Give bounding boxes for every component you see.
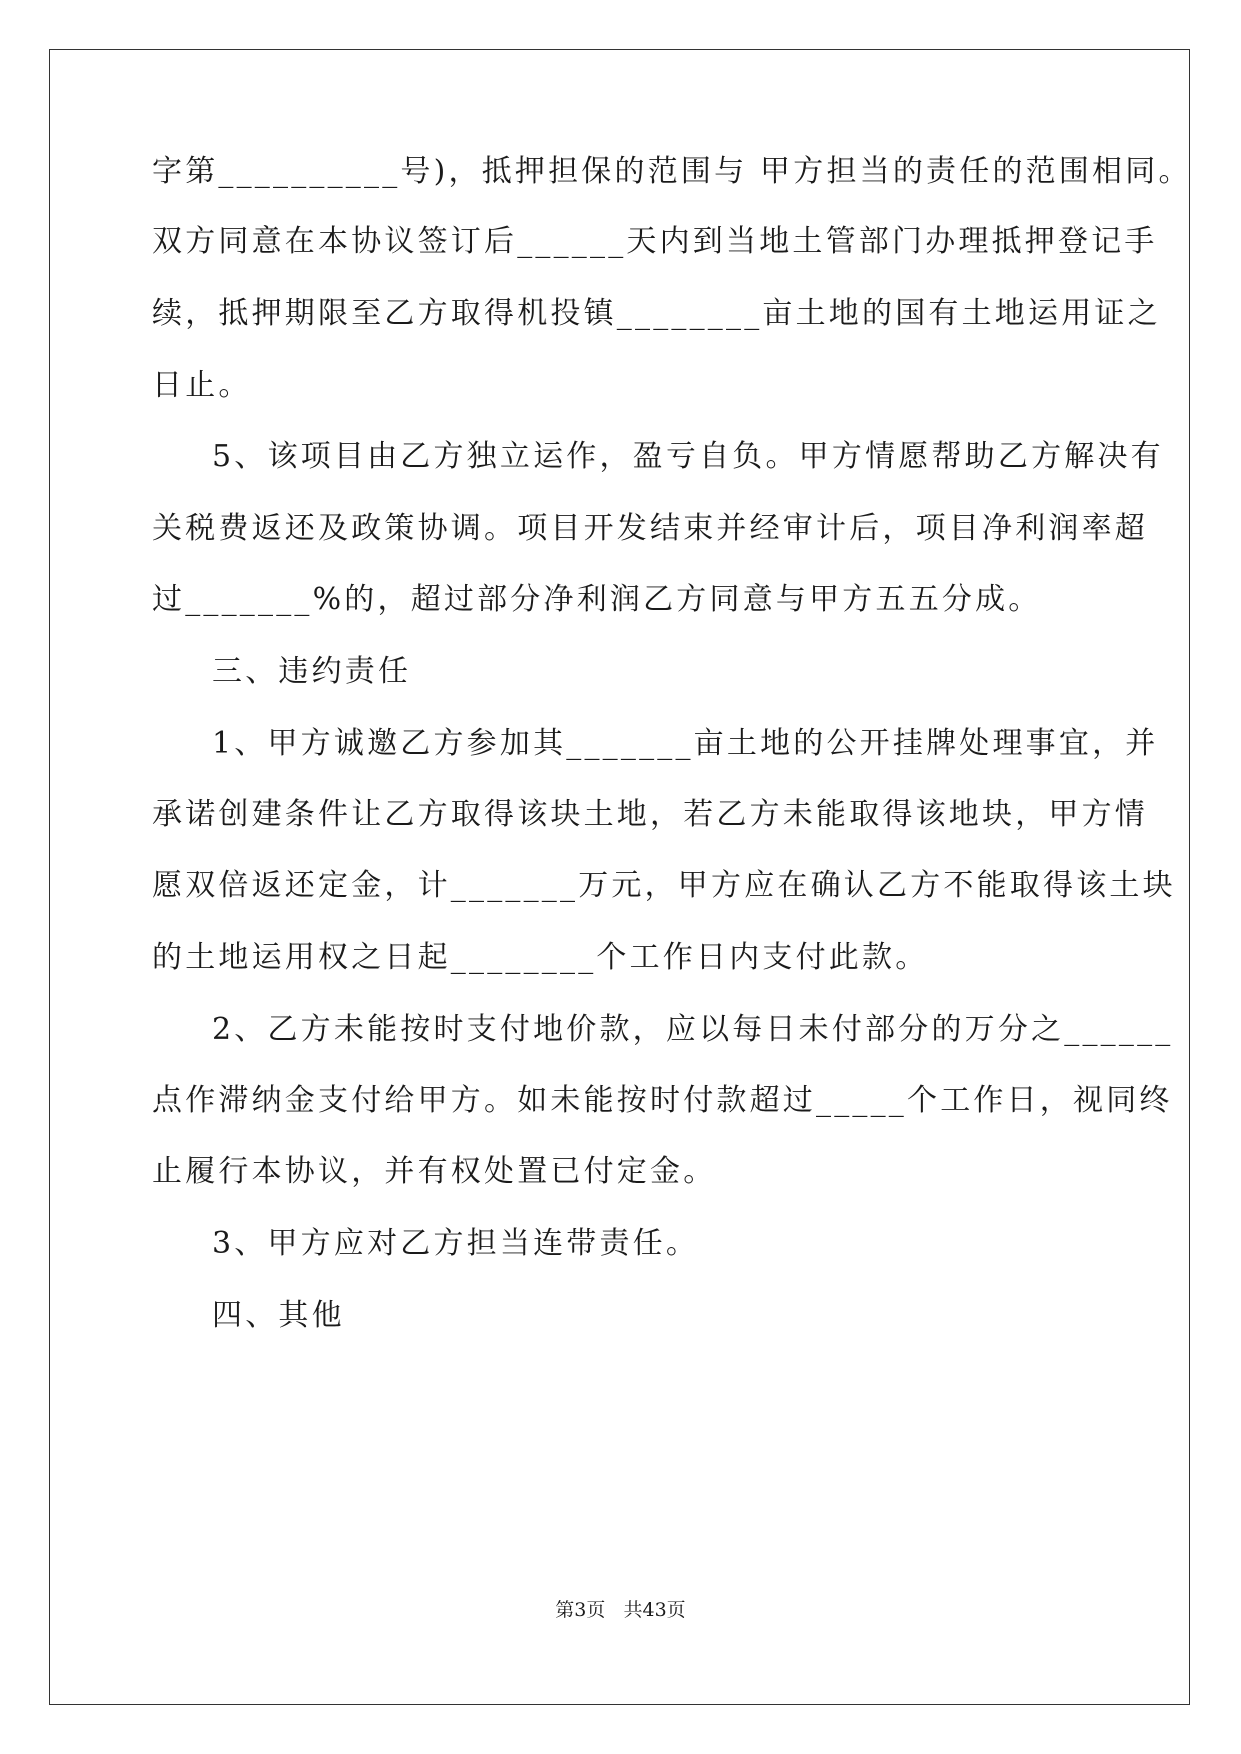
- text-line: 双方同意在本协议签订后______天内到当地土管部门办理抵押登记手: [152, 224, 1158, 259]
- text-line: 的土地运用权之日起________个工作日内支付此款。: [152, 940, 929, 975]
- section-heading: 四、其他: [212, 1298, 345, 1333]
- paragraph-line: 5、该项目由乙方独立运作，盈亏自负。甲方情愿帮助乙方解决有: [212, 439, 1164, 474]
- section-heading: 三、违约责任: [212, 654, 412, 689]
- paragraph-line: 3、甲方应对乙方担当连带责任。: [212, 1226, 700, 1261]
- text-line: 字第__________号)，抵押担保的范围与 甲方担当的责任的范围相同。: [152, 154, 1192, 189]
- text-line: 愿双倍返还定金，计_______万元，甲方应在确认乙方不能取得该土块: [152, 868, 1176, 903]
- text-line: 止履行本协议，并有权处置已付定金。: [152, 1154, 717, 1189]
- text-line: 承诺创建条件让乙方取得该块土地，若乙方未能取得该地块，甲方情: [152, 797, 1148, 832]
- text-line: 过_______%的，超过部分净利润乙方同意与甲方五五分成。: [152, 582, 1042, 617]
- text-line: 关税费返还及政策协调。项目开发结束并经审计后，项目净利润率超: [152, 511, 1148, 546]
- text-line: 续，抵押期限至乙方取得机投镇________亩土地的国有土地运用证之: [152, 296, 1161, 331]
- text-line: 日止。: [152, 368, 252, 403]
- text-line: 点作滞纳金支付给甲方。如未能按时付款超过_____个工作日，视同终: [152, 1083, 1173, 1118]
- paragraph-line: 1、甲方诚邀乙方参加其_______亩土地的公开挂牌处理事宜，并: [212, 726, 1159, 761]
- paragraph-line: 2、乙方未能按时支付地价款，应以每日未付部分的万分之______: [212, 1012, 1174, 1047]
- page-number-footer: 第3页 共43页: [555, 1599, 686, 1621]
